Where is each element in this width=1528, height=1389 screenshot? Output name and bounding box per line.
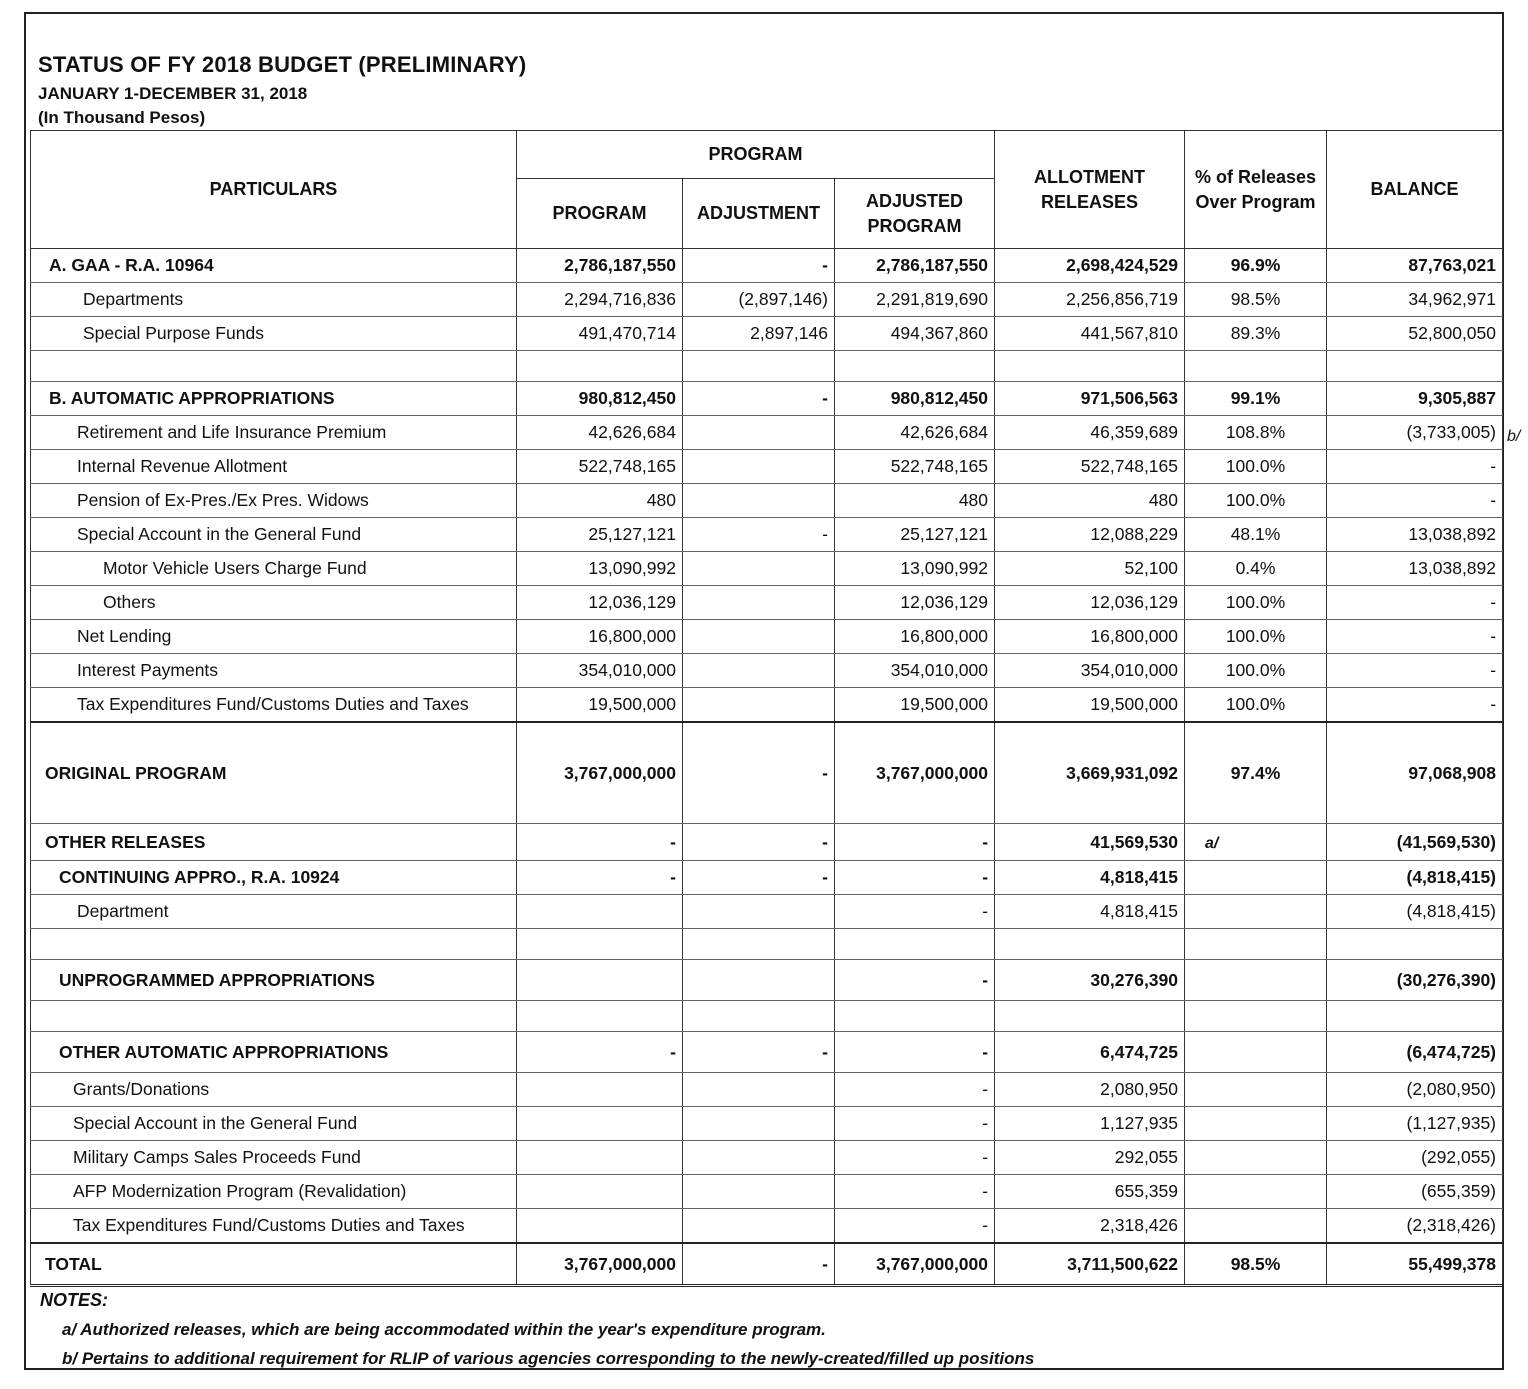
cell-pct: [1185, 895, 1327, 929]
cell-adjusted: -: [835, 1175, 995, 1209]
cell-balance: (6,474,725): [1327, 1032, 1503, 1073]
table-row: [31, 654, 1503, 688]
budget-report-sheet: [24, 12, 1504, 1370]
cell-adjustment: [683, 1209, 835, 1244]
cell-program: [517, 1209, 683, 1244]
table-row: [31, 1073, 1503, 1107]
col-header-allotment-releases: ALLOTMENT RELEASES: [995, 131, 1185, 249]
cell-adjustment: [683, 1175, 835, 1209]
cell-balance: 34,962,971: [1327, 283, 1503, 317]
table-row: [31, 895, 1503, 929]
cell-program: [517, 1107, 683, 1141]
cell-pct: [1185, 1073, 1327, 1107]
table-row: [31, 824, 1503, 861]
cell-releases: 292,055: [995, 1141, 1185, 1175]
cell-program: [517, 1175, 683, 1209]
cell-program: -: [517, 824, 683, 861]
cell-program: 16,800,000: [517, 620, 683, 654]
cell-adjusted: -: [835, 1032, 995, 1073]
row-label: B. AUTOMATIC APPROPRIATIONS: [31, 382, 517, 416]
table-row: [31, 249, 1503, 283]
cell-balance: 13,038,892: [1327, 552, 1503, 586]
cell-pct: 98.5%: [1185, 283, 1327, 317]
cell-releases: 2,080,950: [995, 1073, 1185, 1107]
cell-program: 2,786,187,550: [517, 249, 683, 283]
cell-adjustment: [683, 416, 835, 450]
cell-pct: 98.5%: [1185, 1243, 1327, 1286]
cell-program: 522,748,165: [517, 450, 683, 484]
row-label: CONTINUING APPRO., R.A. 10924: [31, 861, 517, 895]
table-row: [31, 620, 1503, 654]
row-label: Departments: [31, 283, 517, 317]
col-header-adjustment: ADJUSTMENT: [683, 179, 835, 249]
spacer-row: [31, 351, 1503, 382]
cell-adjustment: (2,897,146): [683, 283, 835, 317]
table-row: [31, 861, 1503, 895]
cell-balance: 13,038,892: [1327, 518, 1503, 552]
report-header: [38, 52, 526, 128]
cell-balance: 9,305,887: [1327, 382, 1503, 416]
cell-releases: 655,359: [995, 1175, 1185, 1209]
cell-pct: 0.4%: [1185, 552, 1327, 586]
cell-balance: (4,818,415): [1327, 861, 1503, 895]
row-label: Grants/Donations: [31, 1073, 517, 1107]
row-label: Others: [31, 586, 517, 620]
row-label: Interest Payments: [31, 654, 517, 688]
col-header-program: PROGRAM: [517, 179, 683, 249]
cell-adjusted: 12,036,129: [835, 586, 995, 620]
row-label: UNPROGRAMMED APPROPRIATIONS: [31, 960, 517, 1001]
table-row: [31, 1107, 1503, 1141]
row-label: Internal Revenue Allotment: [31, 450, 517, 484]
cell-pct: 99.1%: [1185, 382, 1327, 416]
table-row: [31, 518, 1503, 552]
col-header-adjusted-program: ADJUSTED PROGRAM: [835, 179, 995, 249]
row-label: AFP Modernization Program (Revalidation): [31, 1175, 517, 1209]
row-label: Military Camps Sales Proceeds Fund: [31, 1141, 517, 1175]
cell-balance: -: [1327, 654, 1503, 688]
table-row: [31, 1175, 1503, 1209]
cell-adjusted: 25,127,121: [835, 518, 995, 552]
cell-pct: [1185, 1209, 1327, 1244]
cell-releases: 12,088,229: [995, 518, 1185, 552]
cell-pct: 100.0%: [1185, 688, 1327, 723]
cell-releases: 480: [995, 484, 1185, 518]
cell-program: [517, 960, 683, 1001]
cell-adjustment: [683, 484, 835, 518]
cell-pct: 97.4%: [1185, 722, 1327, 824]
table-row: [31, 382, 1503, 416]
cell-pct: 100.0%: [1185, 450, 1327, 484]
cell-releases: 46,359,689: [995, 416, 1185, 450]
cell-adjustment: -: [683, 1032, 835, 1073]
cell-adjustment: [683, 450, 835, 484]
cell-adjustment: [683, 586, 835, 620]
col-header-program-group: PROGRAM: [517, 131, 995, 179]
budget-table: [30, 130, 1503, 1287]
cell-balance: (30,276,390): [1327, 960, 1503, 1001]
spacer-row: [31, 1001, 1503, 1032]
cell-releases: 971,506,563: [995, 382, 1185, 416]
row-label: Special Account in the General Fund: [31, 518, 517, 552]
table-row: [31, 484, 1503, 518]
table-row: [31, 688, 1503, 723]
cell-adjustment: -: [683, 722, 835, 824]
cell-adjustment: [683, 1073, 835, 1107]
col-header-balance: BALANCE: [1327, 131, 1503, 249]
spacer-row: [31, 929, 1503, 960]
cell-adjusted: 19,500,000: [835, 688, 995, 723]
table-row: [31, 722, 1503, 824]
cell-balance: 52,800,050: [1327, 317, 1503, 351]
cell-adjusted: 2,291,819,690: [835, 283, 995, 317]
cell-adjusted: -: [835, 1209, 995, 1244]
cell-adjusted: 16,800,000: [835, 620, 995, 654]
cell-program: 3,767,000,000: [517, 1243, 683, 1286]
balance-value: (3,733,005): [1406, 422, 1497, 442]
cell-adjustment: [683, 1107, 835, 1141]
table-row: [31, 283, 1503, 317]
cell-pct: 48.1%: [1185, 518, 1327, 552]
row-label: Department: [31, 895, 517, 929]
cell-adjusted: -: [835, 1141, 995, 1175]
cell-releases: 2,698,424,529: [995, 249, 1185, 283]
cell-adjusted: -: [835, 824, 995, 861]
row-label: OTHER AUTOMATIC APPROPRIATIONS: [31, 1032, 517, 1073]
cell-adjusted: 2,786,187,550: [835, 249, 995, 283]
cell-adjustment: [683, 960, 835, 1001]
cell-program: -: [517, 861, 683, 895]
cell-adjustment: -: [683, 382, 835, 416]
cell-releases: 3,711,500,622: [995, 1243, 1185, 1286]
cell-adjustment: [683, 654, 835, 688]
notes-title: NOTES:: [40, 1290, 109, 1310]
note-a: a/ Authorized releases, which are being accommodated within the year's expenditure program.: [62, 1320, 826, 1339]
cell-releases: 522,748,165: [995, 450, 1185, 484]
cell-adjusted: 354,010,000: [835, 654, 995, 688]
cell-adjustment: [683, 895, 835, 929]
row-label: Pension of Ex-Pres./Ex Pres. Widows: [31, 484, 517, 518]
cell-balance: (2,318,426): [1327, 1209, 1503, 1244]
cell-adjusted: 522,748,165: [835, 450, 995, 484]
cell-adjusted: -: [835, 1073, 995, 1107]
cell-program: 25,127,121: [517, 518, 683, 552]
table-row: [31, 1032, 1503, 1073]
cell-program: [517, 895, 683, 929]
row-label: TOTAL: [31, 1243, 517, 1286]
cell-program: 12,036,129: [517, 586, 683, 620]
cell-adjustment: -: [683, 249, 835, 283]
cell-balance: -: [1327, 484, 1503, 518]
cell-pct: [1185, 824, 1327, 861]
cell-adjustment: 2,897,146: [683, 317, 835, 351]
row-label: Motor Vehicle Users Charge Fund: [31, 552, 517, 586]
row-label: ORIGINAL PROGRAM: [31, 722, 517, 824]
cell-pct: 100.0%: [1185, 620, 1327, 654]
cell-adjusted: 480: [835, 484, 995, 518]
cell-adjustment: [683, 552, 835, 586]
cell-balance: [1327, 416, 1503, 450]
note-ref-a: a/: [1205, 834, 1219, 852]
table-row: [31, 416, 1503, 450]
cell-balance: 55,499,378: [1327, 1243, 1503, 1286]
table-row: [31, 450, 1503, 484]
cell-releases: 30,276,390: [995, 960, 1185, 1001]
cell-pct: [1185, 1032, 1327, 1073]
notes-section: [40, 1290, 1034, 1369]
note-b: b/ Pertains to additional requirement for RLIP of various agencies corresponding to the newly-created/filled up positions: [62, 1349, 1035, 1368]
cell-balance: -: [1327, 620, 1503, 654]
row-label: Retirement and Life Insurance Premium: [31, 416, 517, 450]
cell-adjusted: 3,767,000,000: [835, 722, 995, 824]
report-unit: (In Thousand Pesos): [38, 108, 206, 127]
row-label: OTHER RELEASES: [31, 824, 517, 861]
cell-balance: -: [1327, 586, 1503, 620]
table-row: [31, 1141, 1503, 1175]
row-label: A. GAA - R.A. 10964: [31, 249, 517, 283]
cell-adjusted: 980,812,450: [835, 382, 995, 416]
cell-releases: 1,127,935: [995, 1107, 1185, 1141]
note-ref-b: b/: [1507, 428, 1521, 445]
cell-adjusted: 13,090,992: [835, 552, 995, 586]
row-label: Special Purpose Funds: [31, 317, 517, 351]
cell-pct: [1185, 1107, 1327, 1141]
cell-adjusted: -: [835, 861, 995, 895]
table-row: [31, 552, 1503, 586]
cell-program: 42,626,684: [517, 416, 683, 450]
cell-releases: 19,500,000: [995, 688, 1185, 723]
cell-pct: 100.0%: [1185, 484, 1327, 518]
report-title: STATUS OF FY 2018 BUDGET (PRELIMINARY): [38, 52, 527, 77]
cell-program: [517, 1141, 683, 1175]
cell-balance: (2,080,950): [1327, 1073, 1503, 1107]
row-label: Special Account in the General Fund: [31, 1107, 517, 1141]
cell-releases: 2,318,426: [995, 1209, 1185, 1244]
cell-program: 491,470,714: [517, 317, 683, 351]
cell-program: 980,812,450: [517, 382, 683, 416]
cell-program: 354,010,000: [517, 654, 683, 688]
cell-balance: -: [1327, 450, 1503, 484]
cell-pct: 100.0%: [1185, 586, 1327, 620]
cell-adjustment: -: [683, 824, 835, 861]
cell-program: 3,767,000,000: [517, 722, 683, 824]
report-period: JANUARY 1-DECEMBER 31, 2018: [38, 84, 308, 103]
cell-adjustment: [683, 1141, 835, 1175]
cell-adjusted: 42,626,684: [835, 416, 995, 450]
cell-program: 13,090,992: [517, 552, 683, 586]
table-row: [31, 317, 1503, 351]
col-header-pct-releases: % of Releases Over Program: [1185, 131, 1327, 249]
col-header-particulars: PARTICULARS: [31, 131, 517, 249]
cell-program: 480: [517, 484, 683, 518]
cell-program: -: [517, 1032, 683, 1073]
cell-pct: [1185, 960, 1327, 1001]
table-row: [31, 586, 1503, 620]
cell-releases: 4,818,415: [995, 895, 1185, 929]
cell-balance: (4,818,415): [1327, 895, 1503, 929]
cell-pct: [1185, 1175, 1327, 1209]
table-row: [31, 1209, 1503, 1244]
table-row: [31, 960, 1503, 1001]
cell-adjustment: -: [683, 1243, 835, 1286]
cell-releases: 12,036,129: [995, 586, 1185, 620]
table-row-total: [31, 1243, 1503, 1286]
cell-releases: 354,010,000: [995, 654, 1185, 688]
cell-program: [517, 1073, 683, 1107]
cell-pct: [1185, 861, 1327, 895]
cell-adjustment: [683, 620, 835, 654]
cell-balance: 97,068,908: [1327, 722, 1503, 824]
cell-pct: [1185, 1141, 1327, 1175]
cell-balance: (655,359): [1327, 1175, 1503, 1209]
cell-pct: 89.3%: [1185, 317, 1327, 351]
cell-releases: 52,100: [995, 552, 1185, 586]
cell-adjusted: 3,767,000,000: [835, 1243, 995, 1286]
cell-pct: 108.8%: [1185, 416, 1327, 450]
cell-balance: (292,055): [1327, 1141, 1503, 1175]
cell-releases: 41,569,530: [995, 824, 1185, 861]
cell-program: 2,294,716,836: [517, 283, 683, 317]
cell-releases: 2,256,856,719: [995, 283, 1185, 317]
cell-adjustment: [683, 688, 835, 723]
cell-program: 19,500,000: [517, 688, 683, 723]
cell-releases: 441,567,810: [995, 317, 1185, 351]
cell-releases: 4,818,415: [995, 861, 1185, 895]
cell-adjusted: -: [835, 960, 995, 1001]
cell-adjustment: -: [683, 518, 835, 552]
cell-balance: (41,569,530): [1327, 824, 1503, 861]
cell-balance: -: [1327, 688, 1503, 723]
cell-releases: 6,474,725: [995, 1032, 1185, 1073]
cell-balance: 87,763,021: [1327, 249, 1503, 283]
row-label: Tax Expenditures Fund/Customs Duties and Taxes: [31, 1209, 517, 1244]
cell-adjusted: 494,367,860: [835, 317, 995, 351]
cell-adjusted: -: [835, 895, 995, 929]
row-label: Net Lending: [31, 620, 517, 654]
cell-releases: 3,669,931,092: [995, 722, 1185, 824]
cell-adjusted: -: [835, 1107, 995, 1141]
cell-balance: (1,127,935): [1327, 1107, 1503, 1141]
cell-pct: 96.9%: [1185, 249, 1327, 283]
row-label: Tax Expenditures Fund/Customs Duties and Taxes: [31, 688, 517, 723]
cell-adjustment: -: [683, 861, 835, 895]
cell-pct: 100.0%: [1185, 654, 1327, 688]
cell-releases: 16,800,000: [995, 620, 1185, 654]
